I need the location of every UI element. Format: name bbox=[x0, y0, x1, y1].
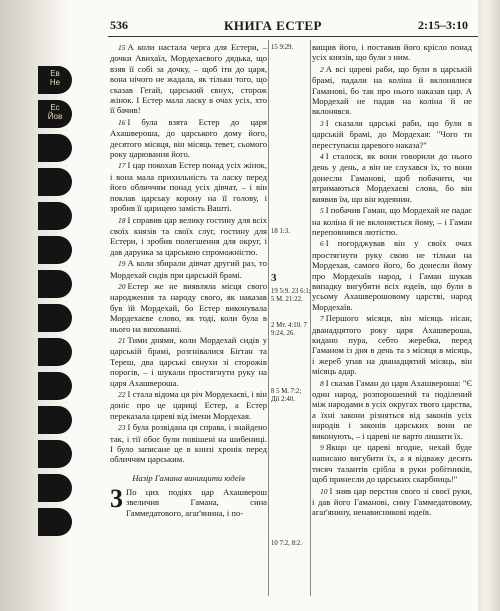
chapter-marker: 3 bbox=[271, 272, 277, 284]
chapter-text: По цих подіях цар Ахашверош звеличив Гамана, сина Гаммедатового, агаґ'янина, і по- bbox=[126, 486, 267, 518]
page-number: 536 bbox=[110, 18, 128, 32]
verse: 21 Тими днями, коли Мордехай сидів у царській брамі, розгнівалися Біґтан та Тереш, два царські євнухи зі сторожів порогів, – і шукали простягнути руку на царя Ахашвероша. bbox=[110, 334, 267, 388]
chapter-start bbox=[110, 483, 267, 518]
thumb-tab[interactable] bbox=[38, 202, 72, 230]
verse: 17 І цар покохав Естер понад усіх жінок, і вона мала прихильність та ласку перед його обличчям понад усіх дівчат, – і він поклав царську корону на її голову, і зробив її царицею замість Вашті. bbox=[110, 160, 267, 214]
chapter-number: 3 bbox=[110, 483, 123, 513]
thumb-index-tabs bbox=[38, 0, 78, 611]
thumb-tab[interactable] bbox=[38, 474, 72, 502]
thumb-tab[interactable] bbox=[38, 304, 72, 332]
thumb-tab[interactable] bbox=[38, 236, 72, 264]
cross-reference: 15 9:29. bbox=[271, 44, 294, 51]
verse: 4 І сталося, як вони говорили до нього день у день, а він не слухався їх, то вони донесли Гаманові, щоб побачити, чи втримаються Мордехаєві слова, бо він виявив їм, що він юдеянин. bbox=[312, 151, 472, 204]
page-edge bbox=[478, 0, 500, 611]
verse: 23 І була розвідана ця справа, і знайдено так, і тії обоє були повішені на шибениці. І було записане це в книзі хронік перед обличчям царським. bbox=[110, 422, 267, 465]
verse: 8 І сказав Гаман до царя Ахашвероша: "Є один народ, розпорошений та поділений між народами в усіх округах твого царства, а їхні закони різняться від законів усіх народів і законів царських вони не виконують, – і цареві не варто лишати їх. bbox=[312, 377, 472, 441]
thumb-tab[interactable]: Ев Не bbox=[38, 66, 72, 94]
thumb-tab[interactable]: Ес Йов bbox=[38, 100, 72, 128]
book-title: КНИГА ЕСТЕР bbox=[224, 18, 322, 33]
section-heading: Назір Гамана винищити юдеїв bbox=[132, 472, 245, 483]
right-text-column bbox=[312, 42, 472, 519]
verse: 10 І зняв цар перстня свого зі своєї руки, і дав його Гаманові, сину Гаммедатовому, агаґ'янину, ненависникові юдеїв. bbox=[312, 485, 472, 518]
left-text-column bbox=[110, 42, 267, 518]
cross-reference: 8 5 М. 7:2; Дії 2:40. bbox=[271, 388, 302, 403]
verse: 3 І сказали царські раби, що були в царській брамі, до Мордехая: "Чого ти переступаєш царевого наказа?" bbox=[312, 117, 472, 150]
chapter-range: 2:15–3:10 bbox=[418, 18, 468, 32]
thumb-tab[interactable] bbox=[38, 508, 72, 536]
cross-reference: 10 7:2, 8:2. bbox=[271, 540, 302, 547]
cross-reference: 19 5:9. 23 6:1; 5 М. 21:22. bbox=[271, 288, 311, 303]
verse: 6 І погорджував він у своїх очах простягнути руку свою не тільки на Мордехая, самого його, бо донесли йому про Мордехаїв народ, і Гаман шукав випадку вигубити всіх юдеїв, що були в усьому Ахашверошовому царстві, народ Мордехаїв. bbox=[312, 238, 472, 312]
header-rule bbox=[108, 36, 478, 37]
thumb-tab[interactable] bbox=[38, 406, 72, 434]
thumb-tab[interactable] bbox=[38, 168, 72, 196]
verse: 2 А всі цареві раби, що були в царській брамі, падали на коліна й вклонялися Гаманові, бо так про нього наказав цар. А Мордехай не падав на коліна й не вклонявся. bbox=[312, 63, 472, 117]
cross-references bbox=[269, 42, 311, 602]
thumb-tab[interactable] bbox=[38, 440, 72, 468]
verse: 7 Першого місяця, він місяць нісан, дванадцятого року царя Ахашвероша, кидано пура, себто жеребка, перед Гаманом із дня в день та з місяця в місяць, і жереб упав на дванадцятий місяць, він місяць адар. bbox=[312, 313, 472, 377]
verse: 9 Якщо це цареві вгодне, нехай буде написано вигубити їх, а я відважу десять тисяч талантів срібла в руки робітників, щоб принесли до царських скарбниць!" bbox=[312, 442, 472, 485]
thumb-tab[interactable] bbox=[38, 372, 72, 400]
thumb-tab[interactable] bbox=[38, 134, 72, 162]
verse: 20 Естер же не виявляла місця свого народження та народу свого, як наказав був їй Мордехай, бо Естер виконувала Мордехаєве слово, як тоді, коли була в нього на вихованні. bbox=[110, 280, 267, 334]
cross-reference: 2 Мт. 4:10. 7 9:24, 26. bbox=[271, 322, 307, 337]
page-header bbox=[84, 18, 474, 36]
verse: 22 І стала відома ця річ Мордехаєві, і він доніс про це цариці Естер, а Естер переказала цареві від імени Мордехая. bbox=[110, 389, 267, 421]
verse: 5 І побачив Гаман, що Мордехай не падає на коліна й не вклоняється йому, – і Гаман переповнився лютістю. bbox=[312, 205, 472, 237]
verse: 15 А коли настала черга для Естери, – дочки Авихаїл, Мордехаєвого дядька, що взяв її собі за дочку, – щоб іти до царя, вона нічого не жадала, як тільки того, що сказав Гегай, царський євнух, сторож жінок. І Естер мала ласку в очах усіх, хто її бачив! bbox=[110, 42, 267, 116]
thumb-tab[interactable] bbox=[38, 270, 72, 298]
verse: вищив його, і поставив його крісло понад усіх князів, що були з ним. bbox=[312, 42, 472, 63]
thumb-tab[interactable] bbox=[38, 338, 72, 366]
verse: 18 І справив цар велику гостину для всіх своїх князів та своїх слуг, гостину для Естери, і зробив полегшення для округ, і дав дарунка за царською спроможністю. bbox=[110, 214, 267, 257]
verse: 19 А коли збирали дівчат другий раз, то Мордехай сидів при царській брамі. bbox=[110, 258, 267, 280]
cross-reference: 18 1:3. bbox=[271, 228, 290, 235]
verse: 16 І була взята Естер до царя Ахашвероша, до царського дому його, десятого місяця, він місяць тевет, сьомого року царювання його. bbox=[110, 116, 267, 160]
